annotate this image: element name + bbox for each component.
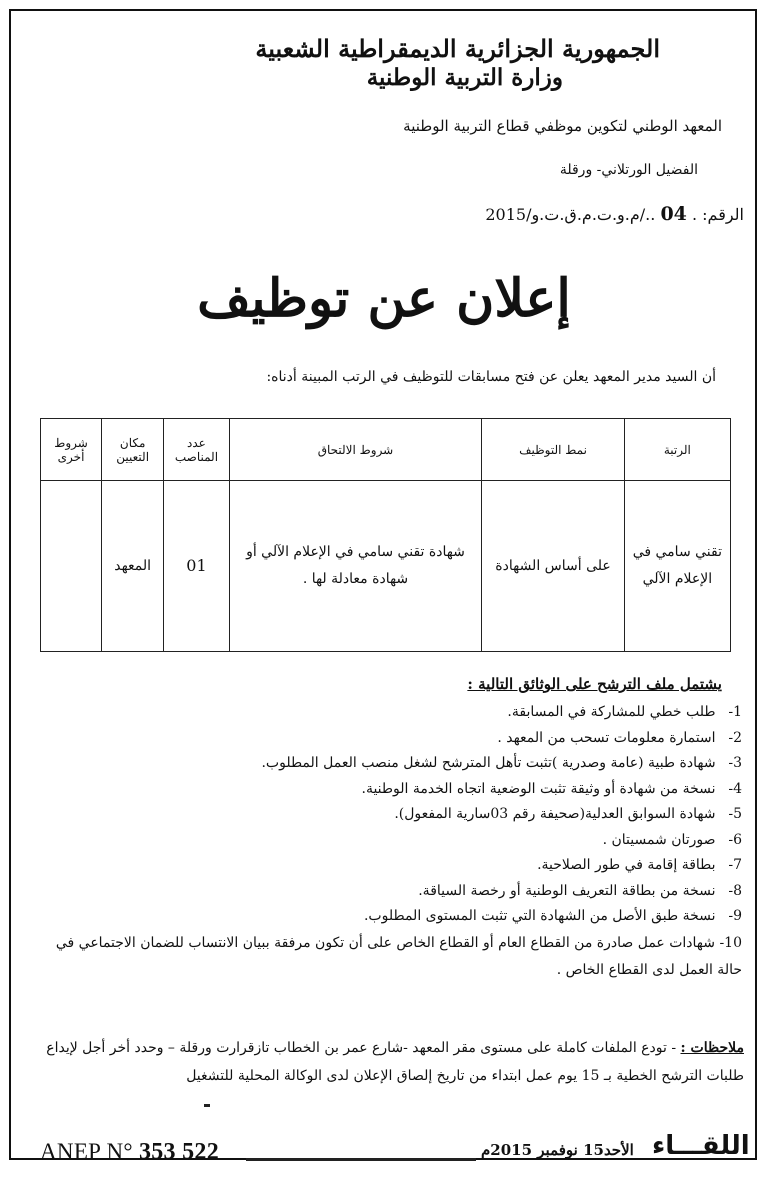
cell-place: المعهد — [102, 481, 164, 652]
header-place: مكان التعيين — [102, 419, 164, 481]
list-item — [42, 726, 742, 752]
header-positions: عدد المناصب — [164, 419, 229, 481]
notes-label: ملاحظات : — [680, 1040, 744, 1056]
cell-rank: تقني سامي في الإعلام الآلي — [624, 481, 730, 652]
item-text: نسخة طبق الأصل من الشهادة التي تثبت المستوى المطلوب. — [363, 908, 716, 924]
list-item — [42, 777, 742, 803]
item-number: 3- — [728, 755, 742, 771]
stray-mark — [204, 1104, 210, 1107]
item-number: 2- — [728, 729, 742, 746]
header-rank: الرتبة — [624, 419, 730, 481]
header-mode: نمط التوظيف — [482, 419, 624, 481]
list-item — [42, 700, 742, 726]
intro-text: أن السيد مدير المعهد يعلن عن فتح مسابقات للتوظيف في الرتب المبينة أدناه: — [266, 369, 716, 385]
item-number: 7- — [728, 857, 742, 873]
item-number: 4- — [728, 780, 742, 797]
item-text: طلب خطي للمشاركة في المسابقة. — [507, 704, 716, 720]
item-number: 9- — [728, 908, 742, 924]
notes-text: - تودع الملفات كاملة على مستوى مقر المعهد -شارع عمر بن الخطاب تازقرارت ورقلة – وحدد أخر أجل لإيداع طلبات الترشح الخطية بـ 15 يوم عمل ابتداء من تاريخ إلصاق الإعلان لدى الوكالة المحلية للتشغيل — [46, 1040, 744, 1084]
footer-divider — [246, 1158, 476, 1161]
item-text: شهادة السوابق العدلية(صحيفة رقم 03سارية المفعول). — [394, 806, 716, 822]
item-text: شهادات عمل صادرة من القطاع العام أو القطاع الخاص على أن تكون مرفقة ببيان الانتساب للضمان الاجتماعي في حالة العمل لدى القطاع الخاص . — [55, 934, 742, 978]
cell-other — [41, 481, 102, 652]
item-number: 6- — [728, 831, 742, 848]
anep-reference — [40, 1139, 219, 1166]
list-item — [42, 879, 742, 905]
reference-value: 04 — [660, 203, 687, 225]
header-other: شروط أخرى — [41, 419, 102, 481]
republic-heading: الجمهورية الجزائرية الديمقراطية الشعبية — [255, 34, 660, 63]
publication-date: الأحد15 نوفمبر 2015م — [481, 1141, 634, 1159]
list-item — [42, 802, 742, 828]
item-number: 1- — [728, 704, 742, 720]
item-number: 8- — [728, 882, 742, 899]
anep-label: ANEP N° — [40, 1139, 133, 1164]
anep-number: 353 522 — [138, 1139, 220, 1165]
item-text: استمارة معلومات تسحب من المعهد . — [497, 729, 716, 746]
list-item — [42, 751, 742, 777]
item-text: نسخة من شهادة أو وثيقة تثبت الوضعية اتجاه الخدمة الوطنية. — [361, 780, 716, 797]
item-number: 10- — [719, 934, 742, 951]
list-item — [42, 930, 742, 984]
branch-name: الفضيل الورتلاني- ورقلة — [559, 162, 698, 178]
institute-name: المعهد الوطني لتكوين موظفي قطاع التربية الوطنية — [403, 117, 722, 135]
item-text: شهادة طبية (عامة وصدرية )تثبت تأهل المترشح لشغل منصب العمل المطلوب. — [261, 755, 716, 771]
newspaper-logo: اللقـــاء — [652, 1131, 750, 1161]
list-item — [42, 828, 742, 854]
reference-label: الرقم: . — [691, 205, 744, 224]
documents-list — [42, 700, 742, 984]
ministry-heading: وزارة التربية الوطنية — [366, 64, 563, 91]
item-text: بطاقة إقامة في طور الصلاحية. — [537, 857, 716, 873]
table-header-row — [41, 419, 731, 481]
reference-suffix: ../م.و.ت.م.ق.ت.و/2015 — [485, 205, 656, 224]
documents-title: يشتمل ملف الترشح على الوثائق التالية : — [467, 675, 722, 693]
item-text: صورتان شمسيتان . — [602, 831, 716, 848]
reference-number — [485, 203, 744, 225]
header-conditions: شروط الالتحاق — [229, 419, 482, 481]
positions-table — [40, 418, 731, 652]
list-item — [42, 853, 742, 879]
cell-mode: على أساس الشهادة — [482, 481, 624, 652]
cell-conditions: شهادة تقني سامي في الإعلام الآلي أو شهادة معادلة لها . — [229, 481, 482, 652]
notes-section — [24, 1034, 744, 1090]
announcement-title: إعلان عن توظيف — [197, 268, 571, 329]
item-text: نسخة من بطاقة التعريف الوطنية أو رخصة السياقة. — [418, 882, 716, 899]
table-row — [41, 481, 731, 652]
list-item — [42, 904, 742, 930]
item-number: 5- — [728, 806, 742, 822]
cell-positions: 01 — [164, 481, 229, 652]
